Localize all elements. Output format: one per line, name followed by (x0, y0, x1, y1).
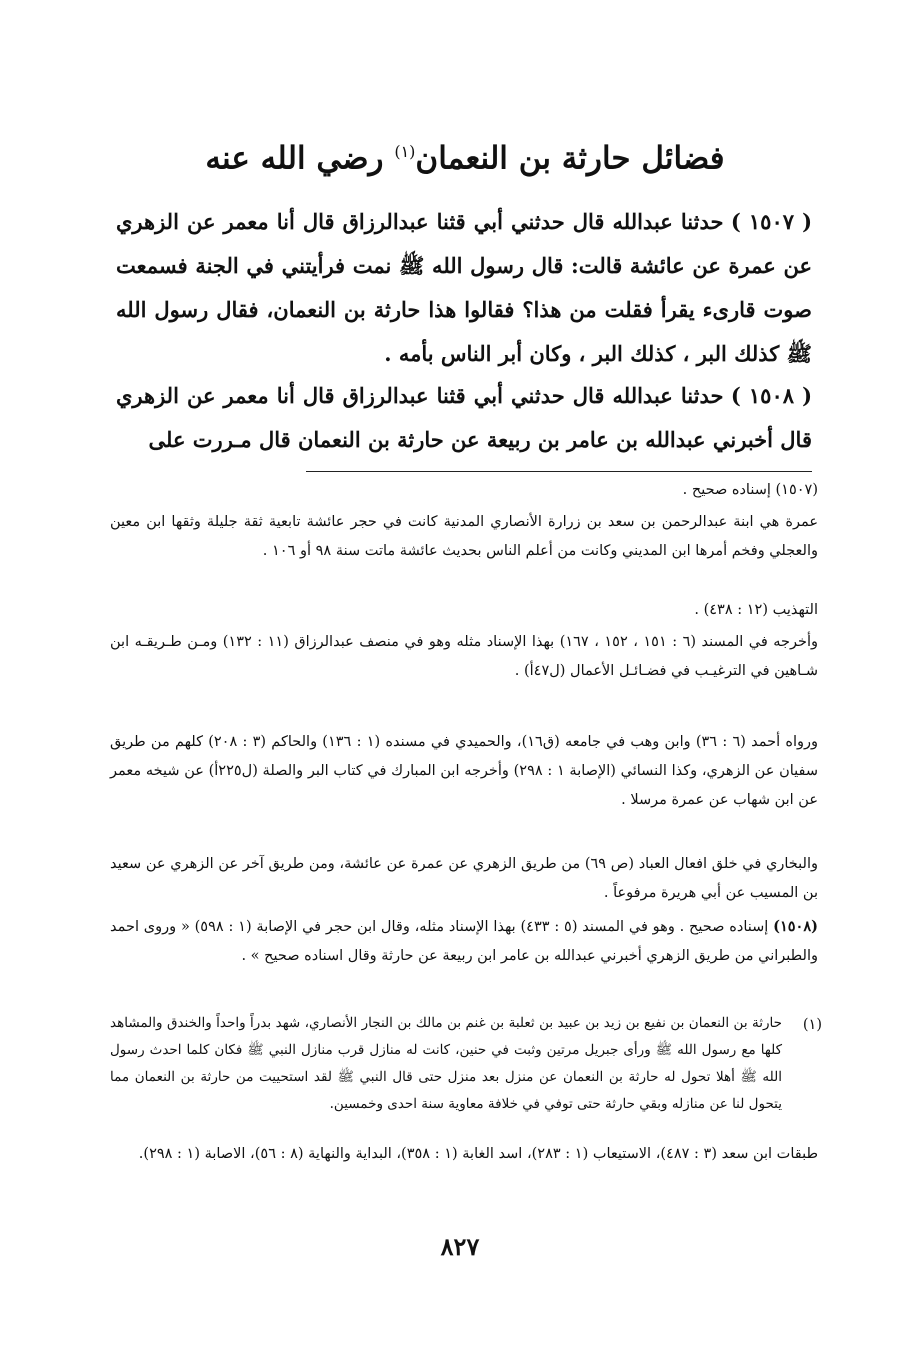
note-1507-paragraph: وأخرجه في المسند (٦ : ١٥١ ، ١٥٢ ، ١٦٧) بهذا الإسناد مثله وهو في منصف عبدالرزاق (١١ : ١٣٢) ومـن طـريقـه ابن شـاهين في الترغيـب في فضـائـل الأعمال (ل٤٧أ) . (110, 634, 818, 679)
title-footnote-ref: (١) (394, 142, 416, 161)
note-1507-paragraph: التهذيب (١٢ : ٤٣٨) . (694, 602, 818, 618)
footnote-separator (306, 471, 812, 472)
hadith-number: ( ١٥٠٧ ) (730, 209, 813, 234)
note-1507-paragraph: عمرة هي ابنة عبدالرحمن بن سعد بن زرارة الأنصاري المدنية كانت في حجر عائشة تابعية ثقة جليلة وثقها ابن معين والعجلي وفخم أمرها ابن المديني وكانت من أعلم الناس بحديث عائشة ماتت سنة ٩٨ أو ١٠٦ . (110, 514, 818, 559)
note-1507-paragraph: والبخاري في خلق افعال العباد (ص ٦٩) من طريق الزهري عن عمرة عن عائشة، ومن طريق آخر عن الزهري عن سعيد بن المسيب عن أبي هريرة مرفوعاً . (110, 856, 818, 901)
page-number: ٨٢٧ (440, 1232, 480, 1261)
note-1508-text: إسناده صحيح . وهو في المسند (٥ : ٤٣٣) بهذا الإسناد مثله، وقال ابن حجر في الإصابة (١ : ٥٩٨) « وروى احمد والطبراني من طريق الزهري أخبرني عبدالله بن عامر ابن ربيعة عن حارثة وقال اسناده صحيح » . (110, 919, 818, 964)
title-main: فضائل حارثة بن النعمان (415, 140, 725, 177)
title-tail: رضي الله عنه (205, 140, 384, 177)
footnote-1-sources: طبقات ابن سعد (٣ : ٤٨٧)، الاستيعاب (١ : ٢٨٣)، اسد الغابة (١ : ٣٥٨)، البداية والنهاية (٨ : ٥٦)، الاصابة (١ : ٢٩٨). (138, 1146, 818, 1162)
note-1508-number: (١٥٠٨) (773, 918, 819, 935)
note-1508 (110, 912, 818, 971)
note-1507-paragraph: ورواه أحمد (٦ : ٣٦) وابن وهب في جامعه (ق١٦)، والحميدي في مسنده (١ : ١٣٦) والحاكم (٣ : ٢٠٨) كلهم من طريق سفيان عن الزهري، وكذا النسائي (الإصابة ١ : ٢٩٨) وأخرجه ابن المبارك في كتاب البر والصلة (ل٢٢٥أ) عن شيخه معمر عن ابن شهاب عن عمرة مرسلا . (110, 734, 818, 808)
footnote-1-marker: (١) (802, 1017, 822, 1033)
note-1507-heading: (١٥٠٧) إسناده صحيح . (682, 482, 818, 498)
page-title (120, 128, 810, 182)
hadith-text: حدثنا عبدالله قال حدثني أبي قثنا عبدالرزاق قال أنا معمر عن الزهري قال أخبرني عبدالله بن عامر بن ربيعة عن حارثة بن النعمان قال مـررت على (116, 383, 812, 452)
footnote-1-text: حارثة بن النعمان بن نفيع بن زيد بن عبيد بن ثعلبة بن غنم بن مالك بن النجار الأنصاري، شهد بدراً واحداً والخندق والمشاهد كلها مع رسول الله ﷺ ورأى جبريل مرتين وثبت في حنين، كانت له منازل قرب منازل النبي ﷺ فكان كلما احدث رسول الله ﷺ أهلا تحول له حارثة بن النعمان عن منزل بعد منزل حتى قال النبي ﷺ لقد استحييت من حارثة بن النعمان مما يتحول لنا عن منازله وبقي حارثة حتى توفي في خلافة معاوية سنة احدى وخمسين. (110, 1015, 782, 1112)
hadith-text: حدثنا عبدالله قال حدثني أبي قثنا عبدالرزاق قال أنا معمر عن الزهري عن عمرة عن عائشة قالت: قال رسول الله ﷺ نمت فرأيتني في الجنة فسمعت صوت قارىء يقرأ فقلت من هذا؟ فقالوا هذا حارثة بن النعمان، فقال رسول الله ﷺ كذلك البر ، كذلك البر ، وكان أبر الناس بأمه . (116, 209, 812, 366)
hadith-number: ( ١٥٠٨ ) (730, 383, 813, 408)
hadith-1508 (116, 374, 812, 462)
hadith-1507 (116, 200, 812, 376)
